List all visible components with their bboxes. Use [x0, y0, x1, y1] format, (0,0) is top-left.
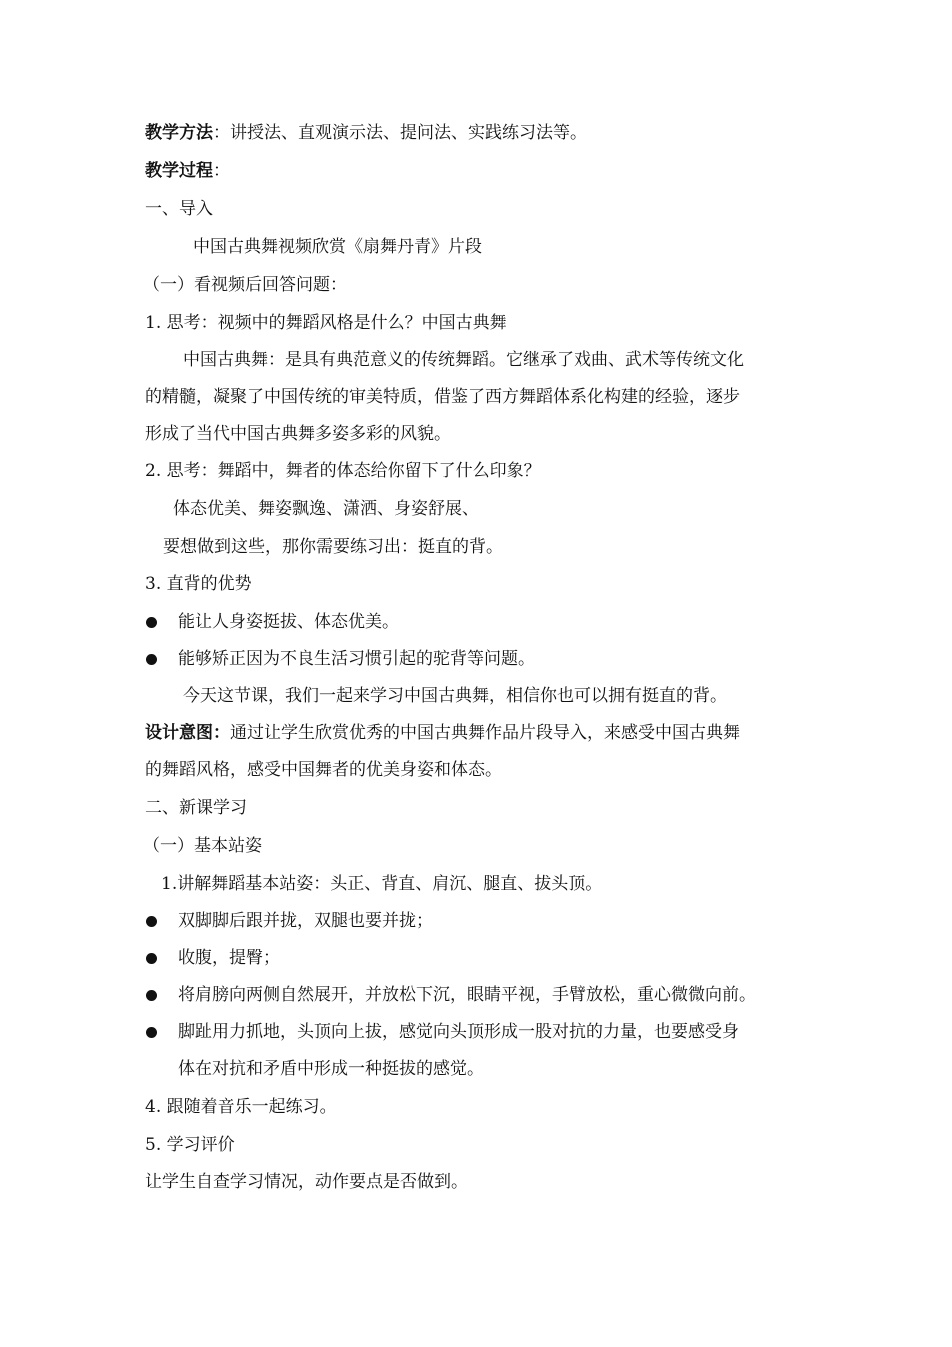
- answer-2: 体态优美、舞姿飘逸、潇洒、身姿舒展、: [173, 499, 479, 519]
- question-1: 1. 思考：视频中的舞蹈风格是什么？中国古典舞: [145, 313, 507, 333]
- bullet-item-continuation: 体在对抗和矛盾中形成一种挺拔的感觉。: [178, 1059, 484, 1079]
- question-3: 3. 直背的优势: [145, 574, 252, 594]
- definition-line-1: 中国古典舞：是具有典范意义的传统舞蹈。它继承了戏曲、武术等传统文化: [183, 350, 744, 370]
- teaching-method-label: 教学方法: [145, 123, 213, 143]
- teaching-process-label: 教学过程: [145, 161, 213, 181]
- bullet-icon: [145, 612, 159, 632]
- teaching-process-line: [145, 161, 815, 181]
- subsection-1-title: （一）看视频后回答问题：: [143, 275, 347, 295]
- teaching-method-line: [145, 123, 815, 143]
- bullet-icon: [145, 948, 159, 968]
- bullet-item: 能让人身姿挺拔、体态优美。: [178, 612, 399, 632]
- today-line: 今天这节课，我们一起来学习中国古典舞，相信你也可以拥有挺直的背。: [183, 686, 727, 706]
- definition-line-2: 的精髓，凝聚了中国传统的审美特质，借鉴了西方舞蹈体系化构建的经验，逐步: [145, 387, 740, 407]
- bullet-item: 能够矫正因为不良生活习惯引起的驼背等问题。: [178, 649, 535, 669]
- teaching-method-text: 讲授法、直观演示法、提问法、实践练习法等。: [230, 123, 587, 143]
- bullet-item: 双脚脚后跟并拢，双腿也要并拢；: [178, 911, 433, 931]
- bullet-item: 脚趾用力抓地，头顶向上拔，感觉向头顶形成一股对抗的力量，也要感受身: [178, 1022, 739, 1042]
- subsection-basic-stance: （一）基本站姿: [143, 836, 262, 856]
- teaching-process-colon: ：: [213, 161, 230, 181]
- stance-explanation: 1.讲解舞蹈基本站姿：头正、背直、肩沉、腿直、拔头顶。: [161, 874, 603, 894]
- design-intent-line-2: 的舞蹈风格，感受中国舞者的优美身姿和体态。: [145, 760, 502, 780]
- video-line: 中国古典舞视频欣赏《扇舞丹青》片段: [193, 237, 482, 257]
- design-intent-line-1: [145, 723, 815, 743]
- bullet-icon: [145, 985, 159, 1005]
- step-4: 4. 跟随着音乐一起练习。: [145, 1097, 337, 1117]
- definition-line-3: 形成了当代中国古典舞多姿多彩的风貌。: [145, 424, 451, 444]
- answer-2b: 要想做到这些，那你需要练习出：挺直的背。: [163, 537, 503, 557]
- design-intent-text: 通过让学生欣赏优秀的中国古典舞作品片段导入，来感受中国古典舞: [230, 723, 740, 743]
- teaching-method-colon: ：: [213, 123, 230, 143]
- bullet-icon: [145, 649, 159, 669]
- section-1-title: 一、导入: [145, 199, 213, 219]
- step-5: 5. 学习评价: [145, 1135, 235, 1155]
- design-intent-colon: ：: [213, 723, 230, 743]
- bullet-icon: [145, 1022, 159, 1042]
- question-2: 2. 思考：舞蹈中，舞者的体态给你留下了什么印象？: [145, 461, 541, 481]
- design-intent-label: 设计意图: [145, 723, 213, 743]
- bullet-icon: [145, 911, 159, 931]
- bullet-item: 将肩膀向两侧自然展开，并放松下沉，眼睛平视，手臂放松，重心微微向前。: [178, 985, 756, 1005]
- bullet-item: 收腹，提臀；: [178, 948, 280, 968]
- evaluation-text: 让学生自查学习情况，动作要点是否做到。: [145, 1172, 468, 1192]
- section-2-title: 二、新课学习: [145, 798, 247, 818]
